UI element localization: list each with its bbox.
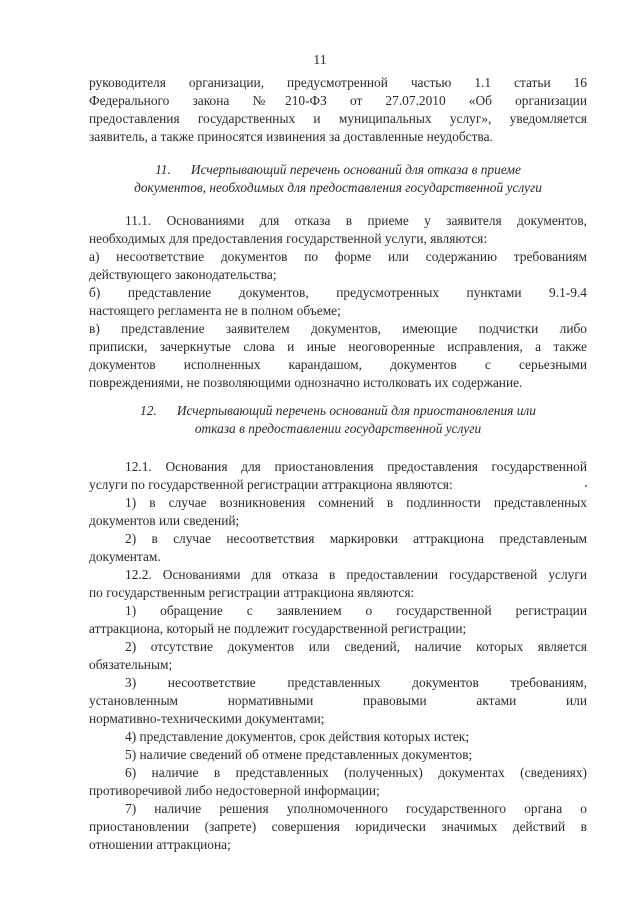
- text-line: 12.2. Основаниями для отказа в предоставлении государственой услуги: [125, 567, 587, 582]
- text-line: 2) отсутствие документов или сведений, наличие которых является: [125, 639, 587, 654]
- section-number: 12.: [140, 403, 157, 418]
- text-line: услуги по государственной регистрации аттракциона являются:: [89, 477, 453, 492]
- text-line: 5) наличие сведений об отмене представленных документов;: [125, 747, 473, 762]
- scan-speck: [585, 485, 587, 487]
- text-line: отношении аттракциона;: [89, 837, 231, 852]
- text-line: нормативно-техническими документами;: [89, 711, 325, 726]
- text-line: 6) наличие в представленных (полученных) документах (сведениях): [125, 765, 587, 780]
- section-12-body: [89, 458, 587, 854]
- text-line: 11.1. Основаниями для отказа в приеме у заявителя документов,: [125, 213, 587, 228]
- text-line: документов или сведений;: [89, 513, 240, 528]
- section-11-body: [89, 212, 587, 392]
- text-line: 4) представление документов, срок действия которых истек;: [125, 729, 470, 744]
- text-line: настоящего регламента не в полном объеме;: [89, 303, 341, 318]
- text-line: 1) обращение с заявлением о государственной регистрации: [125, 603, 587, 618]
- heading-line: 11. Исчерпывающий перечень оснований для отказа в приеме: [155, 162, 521, 177]
- text-line: Федерального закона №210-ФЗ от 27.07.2010 «Об организации: [89, 93, 587, 108]
- text-line: 3) несоответствие представленных документов требованиям,: [125, 675, 587, 690]
- text-line: аттракциона, который не подлежит государственной регистрации;: [89, 621, 467, 636]
- section-12-heading: [89, 402, 587, 438]
- text-line: 7) наличие решения уполномоченного государственного органа о: [125, 801, 587, 816]
- page-number: 11: [313, 53, 327, 68]
- text-line: руководителя организации, предусмотренной частью 1.1 статьи 16: [89, 75, 587, 90]
- heading-line: отказа в предоставлении государственной услуги: [194, 421, 482, 436]
- text-line: действующего законодательства;: [89, 267, 277, 282]
- text-line: документов исполненных карандашом, документов с серьезными: [89, 357, 587, 372]
- intro-paragraph: [89, 74, 587, 146]
- section-11-heading: [89, 161, 587, 197]
- text-line: приостановлении (запрете) совершения юридически значимых действий в: [89, 819, 587, 834]
- text-line: предоставления государственных и муниципальных услуг», уведомляется: [89, 111, 587, 126]
- text-line: 12.1. Основания для приостановления предоставления государственной: [125, 459, 587, 474]
- text-line: заявитель, а также приносятся извинения за доставленные неудобства.: [89, 129, 493, 144]
- text-line: необходимых для предоставления государственной услуги, являются:: [89, 231, 488, 246]
- heading-line: 12. Исчерпывающий перечень оснований для приостановления или: [140, 403, 536, 418]
- text-line: по государственным регистрации аттракциона являются:: [89, 585, 415, 600]
- section-number: 11.: [155, 162, 171, 177]
- text-line: противоречивой либо недостоверной информации;: [89, 783, 380, 798]
- text-line: обязательным;: [89, 657, 173, 672]
- text-line: в) представление заявителем документов, имеющие подчистки либо: [89, 321, 587, 336]
- text-line: установленным нормативными правовыми актами или: [89, 693, 587, 708]
- text-line: 1) в случае возникновения сомнений в подлинности представленных: [125, 495, 587, 510]
- heading-line: документов, необходимых для предоставления государственной услуги: [134, 180, 542, 195]
- text-line: приписки, зачеркнутые слова и иные неоговоренные исправления, а также: [89, 339, 587, 354]
- text-line: б) представление документов, предусмотренных пунктами 9.1-9.4: [89, 285, 587, 300]
- text-line: а) несоответствие документов по форме или содержанию требованиям: [89, 249, 587, 264]
- text-line: повреждениями, не позволяющими однозначно истолковать их содержание.: [89, 375, 523, 390]
- text-line: 2) в случае несоответствия маркировки аттракциона представленым: [125, 531, 587, 546]
- text-line: документам.: [89, 549, 161, 564]
